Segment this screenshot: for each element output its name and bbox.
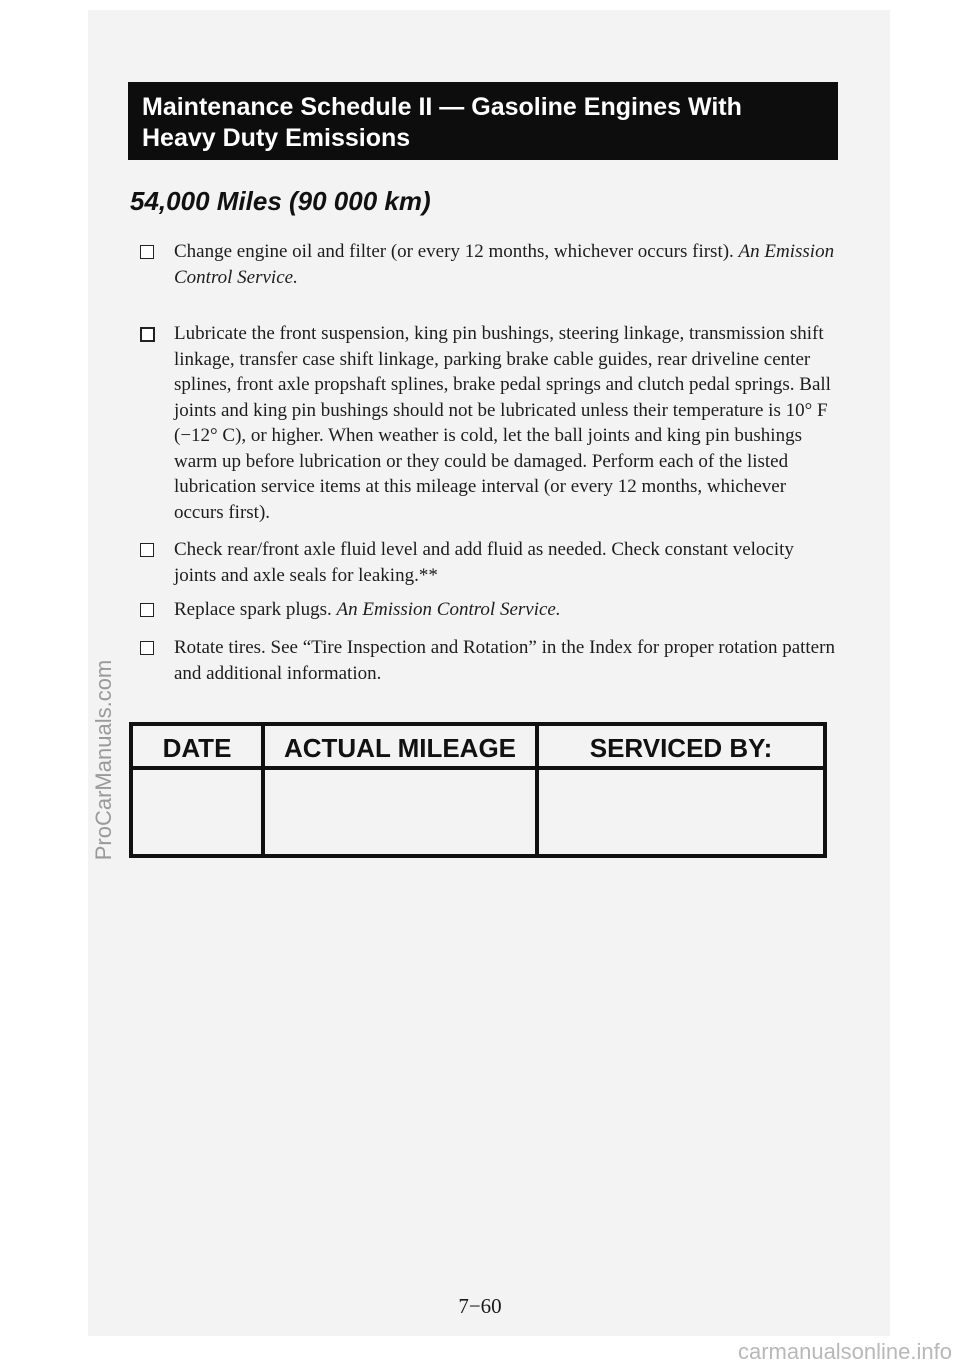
section-title-line2: Heavy Duty Emissions: [142, 124, 411, 152]
checkbox-icon[interactable]: [140, 603, 154, 617]
checkbox-icon[interactable]: [140, 641, 154, 655]
serviced-by-cell[interactable]: [539, 770, 823, 854]
watermark-side: ProCarManuals.com: [91, 659, 116, 861]
emission-note: An Emission Control Service.: [174, 241, 835, 288]
actual-mileage-cell[interactable]: [265, 770, 535, 854]
emission-note: An Emission Control Service.: [336, 599, 561, 620]
table-header-serviced-by: SERVICED BY:: [589, 733, 773, 763]
checkbox-icon[interactable]: [140, 245, 154, 259]
section-header: [128, 82, 838, 160]
item-text: Check rear/front axle fluid level and add fluid as needed. Check constant velocity joints and axle seals for leaking.**: [174, 539, 794, 586]
checklist-item-spark-plugs: [140, 597, 840, 623]
item-text: Change engine oil and filter (or every 12 months, whichever occurs first).: [174, 241, 734, 262]
page-number: 7−60: [458, 1294, 502, 1318]
checklist-item-rotate-tires: [140, 635, 840, 686]
checklist-item-oil-change: [140, 239, 840, 290]
table-header-date: DATE: [162, 733, 232, 763]
service-record-table: [129, 722, 827, 858]
watermark-bottom: carmanualsonline.info: [737, 1339, 952, 1364]
table-header-actual-mileage: ACTUAL MILEAGE: [283, 733, 517, 763]
item-text: Lubricate the front suspension, king pin bushings, steering linkage, transmission shift linkage, transfer case shift linkage, parking brake cable guides, rear driveline center splines, front axle propshaft splines, brake pedal springs and clutch pedal springs. Ball joints and king pin bushings should not be lubricated unless their temperature is 10° F (−12° C), or higher. When weather is cold, let the ball joints and king pin bushings warm up before lubrication or they could be damaged. Perform each of the listed lubrication service items at this mileage interval (or every 12 months, whichever occurs first).: [174, 323, 831, 523]
checklist-item-lubrication: [140, 321, 840, 525]
date-cell[interactable]: [133, 770, 261, 854]
checklist-item-axle-fluid: [140, 537, 840, 588]
section-title-line1: Maintenance Schedule II — Gasoline Engines With: [142, 93, 742, 121]
item-text: Replace spark plugs.: [174, 599, 332, 620]
item-text: Rotate tires. See “Tire Inspection and Rotation” in the Index for proper rotation pattern and additional information.: [174, 637, 835, 684]
mileage-heading: 54,000 Miles (90 000 km): [130, 186, 431, 216]
checkbox-icon[interactable]: [140, 543, 154, 557]
checkbox-icon[interactable]: [140, 327, 155, 342]
